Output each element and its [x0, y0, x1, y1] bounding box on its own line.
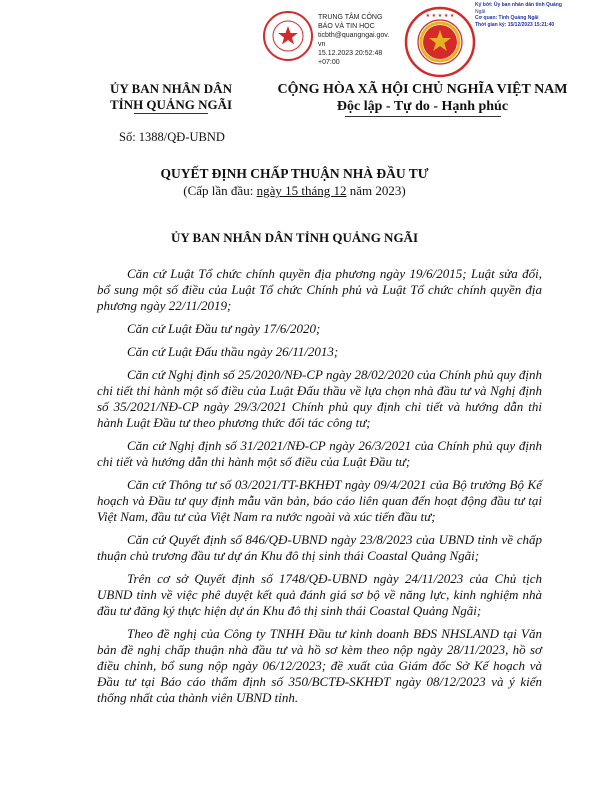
- issuer-heading: ỦY BAN NHÂN DÂN TỈNH QUẢNG NGÃI: [170, 230, 418, 245]
- document-title: QUYẾT ĐỊNH CHẤP THUẬN NHÀ ĐẦU TƯ: [160, 166, 429, 181]
- legal-basis-paragraph: Căn cứ Luật Tổ chức chính quyền địa phương ngày 19/6/2015; Luật sửa đổi, bổ sung một số điều của Luật Tổ chức Chính phủ và Luật Tổ chức chính quyền địa phương ngày 22/11/2019;: [97, 266, 542, 313]
- stamp-text: [318, 13, 402, 67]
- legal-basis-paragraph: Căn cứ Luật Đấu thầu ngày 26/11/2013;: [127, 344, 339, 359]
- stamp-line: vn: [318, 41, 326, 48]
- signature-line: Ký bởi: Ủy ban nhân dân tỉnh Quảng: [475, 2, 562, 8]
- document-body: [97, 266, 542, 713]
- issue-date: ngày 15 tháng 12: [256, 183, 347, 198]
- document-subtitle: [0, 183, 589, 199]
- stamp-line: BÁO VÀ TIN HỌC: [318, 23, 375, 30]
- legal-basis-paragraph: Trên cơ sở Quyết định số 1748/QĐ-UBND ngày 24/11/2023 của Chủ tịch UBND tỉnh về việc phê duyệt kết quả đánh giá sơ bộ về năng lực, kinh nghiệm nhà đầu tư đăng ký thực hiện dự án Khu đô thị sinh thái Coastal Quảng Ngãi;: [97, 571, 542, 618]
- document-number: Số: 1388/QĐ-UBND: [119, 130, 225, 144]
- svg-text:★ ★ ★ ★ ★: ★ ★ ★ ★ ★: [425, 13, 455, 19]
- stamp-line: +07:00: [318, 59, 340, 66]
- org-line-1: ỦY BAN NHÂN DÂN: [110, 81, 232, 96]
- stamp-line: TRUNG TÂM CÔNG: [318, 14, 383, 21]
- stamp-line: ticbth@quangngai.gov.: [318, 32, 390, 39]
- legal-basis-paragraph: Căn cứ Luật Đầu tư ngày 17/6/2020;: [127, 321, 321, 336]
- signature-line: Ngãi: [475, 8, 486, 15]
- legal-basis-paragraph: Căn cứ Thông tư số 03/2021/TT-BKHĐT ngày 09/4/2021 của Bộ trưởng Bộ Kế hoạch và Đầu tư quy định mẫu văn bản, báo cáo liên quan đến hoạt động đầu tư tại Việt Nam, đầu tư của Việt Nam ra nước ngoài và xúc tiến đầu tư;: [97, 477, 542, 524]
- nation-name: CỘNG HÒA XÃ HỘI CHỦ NGHĨA VIỆT NAM: [277, 82, 568, 97]
- stamp-line: 15.12.2023 20:52:48: [318, 50, 383, 57]
- motto: Độc lập - Tự do - Hạnh phúc: [336, 99, 509, 114]
- signature-line: Cơ quan: Tỉnh Quảng Ngãi: [475, 15, 539, 21]
- subtitle-suffix: năm 2023): [346, 183, 406, 198]
- divider: [134, 113, 208, 114]
- digital-signature-info: [475, 2, 587, 28]
- national-emblem-seal-icon: [404, 6, 476, 78]
- stamp-seal-icon: [262, 10, 314, 62]
- divider: [345, 116, 501, 117]
- signature-line: Thời gian ký: 15/12/2023 15:21:40: [475, 21, 555, 28]
- legal-basis-paragraph: Căn cứ Nghị định số 31/2021/NĐ-CP ngày 26/3/2021 của Chính phủ quy định chi tiết và hướng dẫn thi hành một số điều của Luật Đầu tư;: [97, 438, 542, 469]
- legal-basis-paragraph: Căn cứ Quyết định số 846/QĐ-UBND ngày 23/8/2023 của UBND tỉnh về chấp thuận chủ trương đầu tư dự án Khu đô thị sinh thái Coastal Quảng Ngãi;: [97, 532, 542, 563]
- org-line-2: TỈNH QUẢNG NGÃI: [109, 97, 233, 112]
- issuing-organization: [96, 81, 246, 113]
- legal-basis-paragraph: Theo đề nghị của Công ty TNHH Đầu tư kinh doanh BĐS NHSLAND tại Văn bản đề nghị chấp thuận nhà đầu tư và hồ sơ kèm theo nộp ngày 28/11/2023, hồ sơ điều chỉnh, bổ sung nộp ngày 06/12/2023; đề xuất của Giám đốc Sở Kế hoạch và Đầu tư tại Báo cáo thẩm định số 350/BCTĐ-SKHĐT ngày 08/12/2023 và ý kiến thống nhất của thành viên UBND tỉnh.: [97, 626, 542, 705]
- subtitle-prefix: (Cấp lần đầu:: [183, 183, 257, 198]
- legal-basis-paragraph: Căn cứ Nghị định số 25/2020/NĐ-CP ngày 28/02/2020 của Chính phủ quy định chi tiết thi hành một số điều của Luật Đấu thầu về lựa chọn nhà đầu tư và Nghị định số 35/2021/NĐ-CP ngày 29/3/2021 Chính phủ quy định chi tiết và hướng dẫn thi hành Luật Đầu tư theo phương thức đối tác công tư;: [97, 367, 542, 430]
- national-motto: [270, 81, 575, 115]
